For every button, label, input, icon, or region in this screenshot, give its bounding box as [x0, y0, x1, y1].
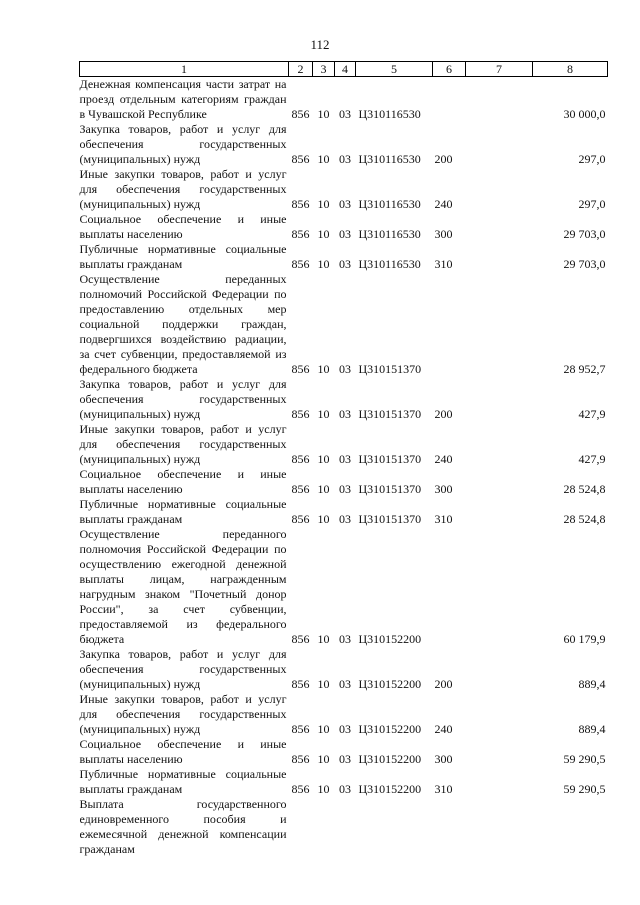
row-name: Осуществление переданных полномочий Российской Федерации по предоставлению отдельных мер социальной поддержки граждан, подвергшихся воздействию радиации, за счет субвенции, предоставляемой из федерального бюджета [79, 272, 287, 376]
row-target-article: Ц310151370 [358, 362, 422, 376]
row-subsection: 03 [339, 482, 351, 496]
row-section: 10 [317, 482, 330, 496]
table-row [80, 467, 608, 497]
row-expense-type: 240 [434, 722, 453, 736]
header-col-2: 2 [289, 62, 313, 77]
row-col-7 [466, 497, 533, 527]
row-col-7 [466, 767, 533, 797]
row-col-7 [466, 422, 533, 467]
row-name: Публичные нормативные социальные выплаты гражданам [79, 242, 287, 271]
row-section: 10 [317, 227, 330, 241]
row-admin-code: 856 [291, 197, 310, 211]
row-section: 10 [317, 782, 330, 796]
row-target-article: Ц310152200 [358, 677, 422, 691]
row-amount: 28 524,8 [563, 482, 606, 496]
row-section: 10 [317, 152, 330, 166]
row-col-7 [466, 527, 533, 647]
row-name: Осуществление переданного полномочия Российской Федерации по осуществлению ежегодной денежной выплаты лицам, награжденным нагрудным знаком "Почетный донор России", за счет субвенции, предоставляемой из федерального бюджета [79, 527, 287, 646]
table-row [80, 377, 608, 422]
row-target-article: Ц310151370 [358, 452, 422, 466]
row-col-7 [466, 77, 533, 123]
row-col-7 [466, 692, 533, 737]
table-header [80, 62, 608, 77]
table-row [80, 797, 608, 857]
header-col-3: 3 [313, 62, 335, 77]
row-target-article: Ц310152200 [358, 752, 422, 766]
row-amount: 889,4 [578, 722, 606, 736]
row-target-article: Ц310152200 [358, 632, 422, 646]
row-amount: 59 290,5 [563, 752, 606, 766]
row-section: 10 [317, 362, 330, 376]
table-row [80, 527, 608, 647]
row-name: Социальное обеспечение и иные выплаты населению [79, 467, 287, 496]
row-expense-type: 240 [434, 452, 453, 466]
row-target-article: Ц310116530 [358, 152, 421, 166]
page-number: 112 [310, 37, 330, 52]
row-expense-type [433, 527, 466, 647]
row-col-7 [466, 647, 533, 692]
table-row [80, 167, 608, 212]
row-amount: 28 524,8 [563, 512, 606, 526]
row-name: Закупка товаров, работ и услуг для обеспечения государственных (муниципальных) нужд [79, 377, 287, 421]
row-amount: 60 179,9 [563, 632, 606, 646]
row-name: Публичные нормативные социальные выплаты гражданам [79, 767, 287, 796]
row-col-7 [466, 797, 533, 857]
row-admin-code: 856 [291, 677, 310, 691]
row-subsection: 03 [339, 752, 351, 766]
header-col-4: 4 [335, 62, 356, 77]
row-subsection: 03 [339, 782, 351, 796]
header-col-6: 6 [433, 62, 466, 77]
row-admin-code [289, 797, 313, 857]
row-admin-code: 856 [291, 482, 310, 496]
row-name: Иные закупки товаров, работ и услуг для обеспечения государственных (муниципальных) нужд [79, 167, 287, 211]
row-admin-code: 856 [291, 107, 310, 121]
row-subsection: 03 [339, 632, 351, 646]
table-body [80, 77, 608, 858]
row-col-7 [466, 272, 533, 377]
row-col-7 [466, 167, 533, 212]
row-subsection: 03 [339, 452, 351, 466]
header-col-7: 7 [466, 62, 533, 77]
row-name: Выплата государственного единовременного пособия и ежемесячной денежной компенсации гражданам [79, 797, 287, 856]
row-admin-code: 856 [291, 152, 310, 166]
row-expense-type [433, 77, 466, 123]
row-amount: 427,9 [578, 407, 606, 421]
row-subsection: 03 [339, 407, 351, 421]
row-col-7 [466, 122, 533, 167]
row-amount: 29 703,0 [563, 257, 606, 271]
row-name: Закупка товаров, работ и услуг для обеспечения государственных (муниципальных) нужд [79, 647, 287, 691]
row-target-article: Ц310116530 [358, 227, 421, 241]
table-row [80, 497, 608, 527]
row-subsection: 03 [339, 152, 351, 166]
row-admin-code: 856 [291, 782, 310, 796]
header-col-5: 5 [356, 62, 433, 77]
row-target-article: Ц310116530 [358, 107, 421, 121]
row-target-article: Ц310151370 [358, 407, 422, 421]
row-target-article: Ц310152200 [358, 722, 422, 736]
row-section [313, 797, 335, 857]
table-row [80, 272, 608, 377]
row-subsection: 03 [339, 512, 351, 526]
row-target-article: Ц310152200 [358, 782, 422, 796]
table-row [80, 422, 608, 467]
header-col-1: 1 [80, 62, 289, 77]
row-expense-type: 300 [434, 227, 453, 241]
row-expense-type: 310 [434, 257, 453, 271]
row-target-article: Ц310116530 [358, 257, 421, 271]
row-section: 10 [317, 632, 330, 646]
row-target-article: Ц310151370 [358, 482, 422, 496]
row-section: 10 [317, 512, 330, 526]
row-amount: 889,4 [578, 677, 606, 691]
budget-table [79, 61, 608, 857]
row-name: Социальное обеспечение и иные выплаты населению [79, 737, 287, 766]
row-col-7 [466, 737, 533, 767]
row-name: Денежная компенсация части затрат на проезд отдельным категориям граждан в Чувашской Республике [79, 77, 287, 121]
table-row [80, 692, 608, 737]
row-section: 10 [317, 107, 330, 121]
row-col-7 [466, 467, 533, 497]
table-row [80, 122, 608, 167]
row-amount [533, 797, 608, 857]
row-expense-type [433, 797, 466, 857]
row-section: 10 [317, 677, 330, 691]
row-section: 10 [317, 407, 330, 421]
row-subsection: 03 [339, 197, 351, 211]
table-row [80, 242, 608, 272]
row-target-article [356, 797, 433, 857]
row-expense-type [433, 272, 466, 377]
row-admin-code: 856 [291, 407, 310, 421]
row-subsection [335, 797, 356, 857]
row-amount: 427,9 [578, 452, 606, 466]
row-expense-type: 240 [434, 197, 453, 211]
row-expense-type: 200 [434, 152, 453, 166]
table-row [80, 212, 608, 242]
row-subsection: 03 [339, 722, 351, 736]
row-col-7 [466, 212, 533, 242]
row-admin-code: 856 [291, 362, 310, 376]
row-col-7 [466, 377, 533, 422]
row-amount: 29 703,0 [563, 227, 606, 241]
header-col-8: 8 [533, 62, 608, 77]
table-row [80, 647, 608, 692]
table-row [80, 77, 608, 123]
row-admin-code: 856 [291, 632, 310, 646]
row-name: Закупка товаров, работ и услуг для обеспечения государственных (муниципальных) нужд [79, 122, 287, 166]
row-expense-type: 200 [434, 677, 453, 691]
row-amount: 297,0 [578, 197, 606, 211]
row-section: 10 [317, 197, 330, 211]
row-admin-code: 856 [291, 227, 310, 241]
row-expense-type: 310 [434, 782, 453, 796]
table-row [80, 767, 608, 797]
row-admin-code: 856 [291, 257, 310, 271]
row-name: Иные закупки товаров, работ и услуг для обеспечения государственных (муниципальных) нужд [79, 692, 287, 736]
row-col-7 [466, 242, 533, 272]
row-target-article: Ц310151370 [358, 512, 422, 526]
row-subsection: 03 [339, 257, 351, 271]
row-admin-code: 856 [291, 452, 310, 466]
row-section: 10 [317, 752, 330, 766]
row-name: Иные закупки товаров, работ и услуг для обеспечения государственных (муниципальных) нужд [79, 422, 287, 466]
row-subsection: 03 [339, 107, 351, 121]
row-expense-type: 310 [434, 512, 453, 526]
row-amount: 59 290,5 [563, 782, 606, 796]
table-row [80, 737, 608, 767]
row-admin-code: 856 [291, 722, 310, 736]
row-section: 10 [317, 257, 330, 271]
header-row [80, 62, 608, 77]
row-section: 10 [317, 452, 330, 466]
row-subsection: 03 [339, 227, 351, 241]
row-subsection: 03 [339, 677, 351, 691]
row-section: 10 [317, 722, 330, 736]
row-subsection: 03 [339, 362, 351, 376]
row-expense-type: 200 [434, 407, 453, 421]
row-expense-type: 300 [434, 752, 453, 766]
row-name: Социальное обеспечение и иные выплаты населению [79, 212, 287, 241]
row-amount: 297,0 [578, 152, 606, 166]
row-amount: 28 952,7 [563, 362, 606, 376]
row-name: Публичные нормативные социальные выплаты гражданам [79, 497, 287, 526]
row-admin-code: 856 [291, 752, 310, 766]
row-expense-type: 300 [434, 482, 453, 496]
row-amount: 30 000,0 [563, 107, 606, 121]
row-admin-code: 856 [291, 512, 310, 526]
row-target-article: Ц310116530 [358, 197, 421, 211]
